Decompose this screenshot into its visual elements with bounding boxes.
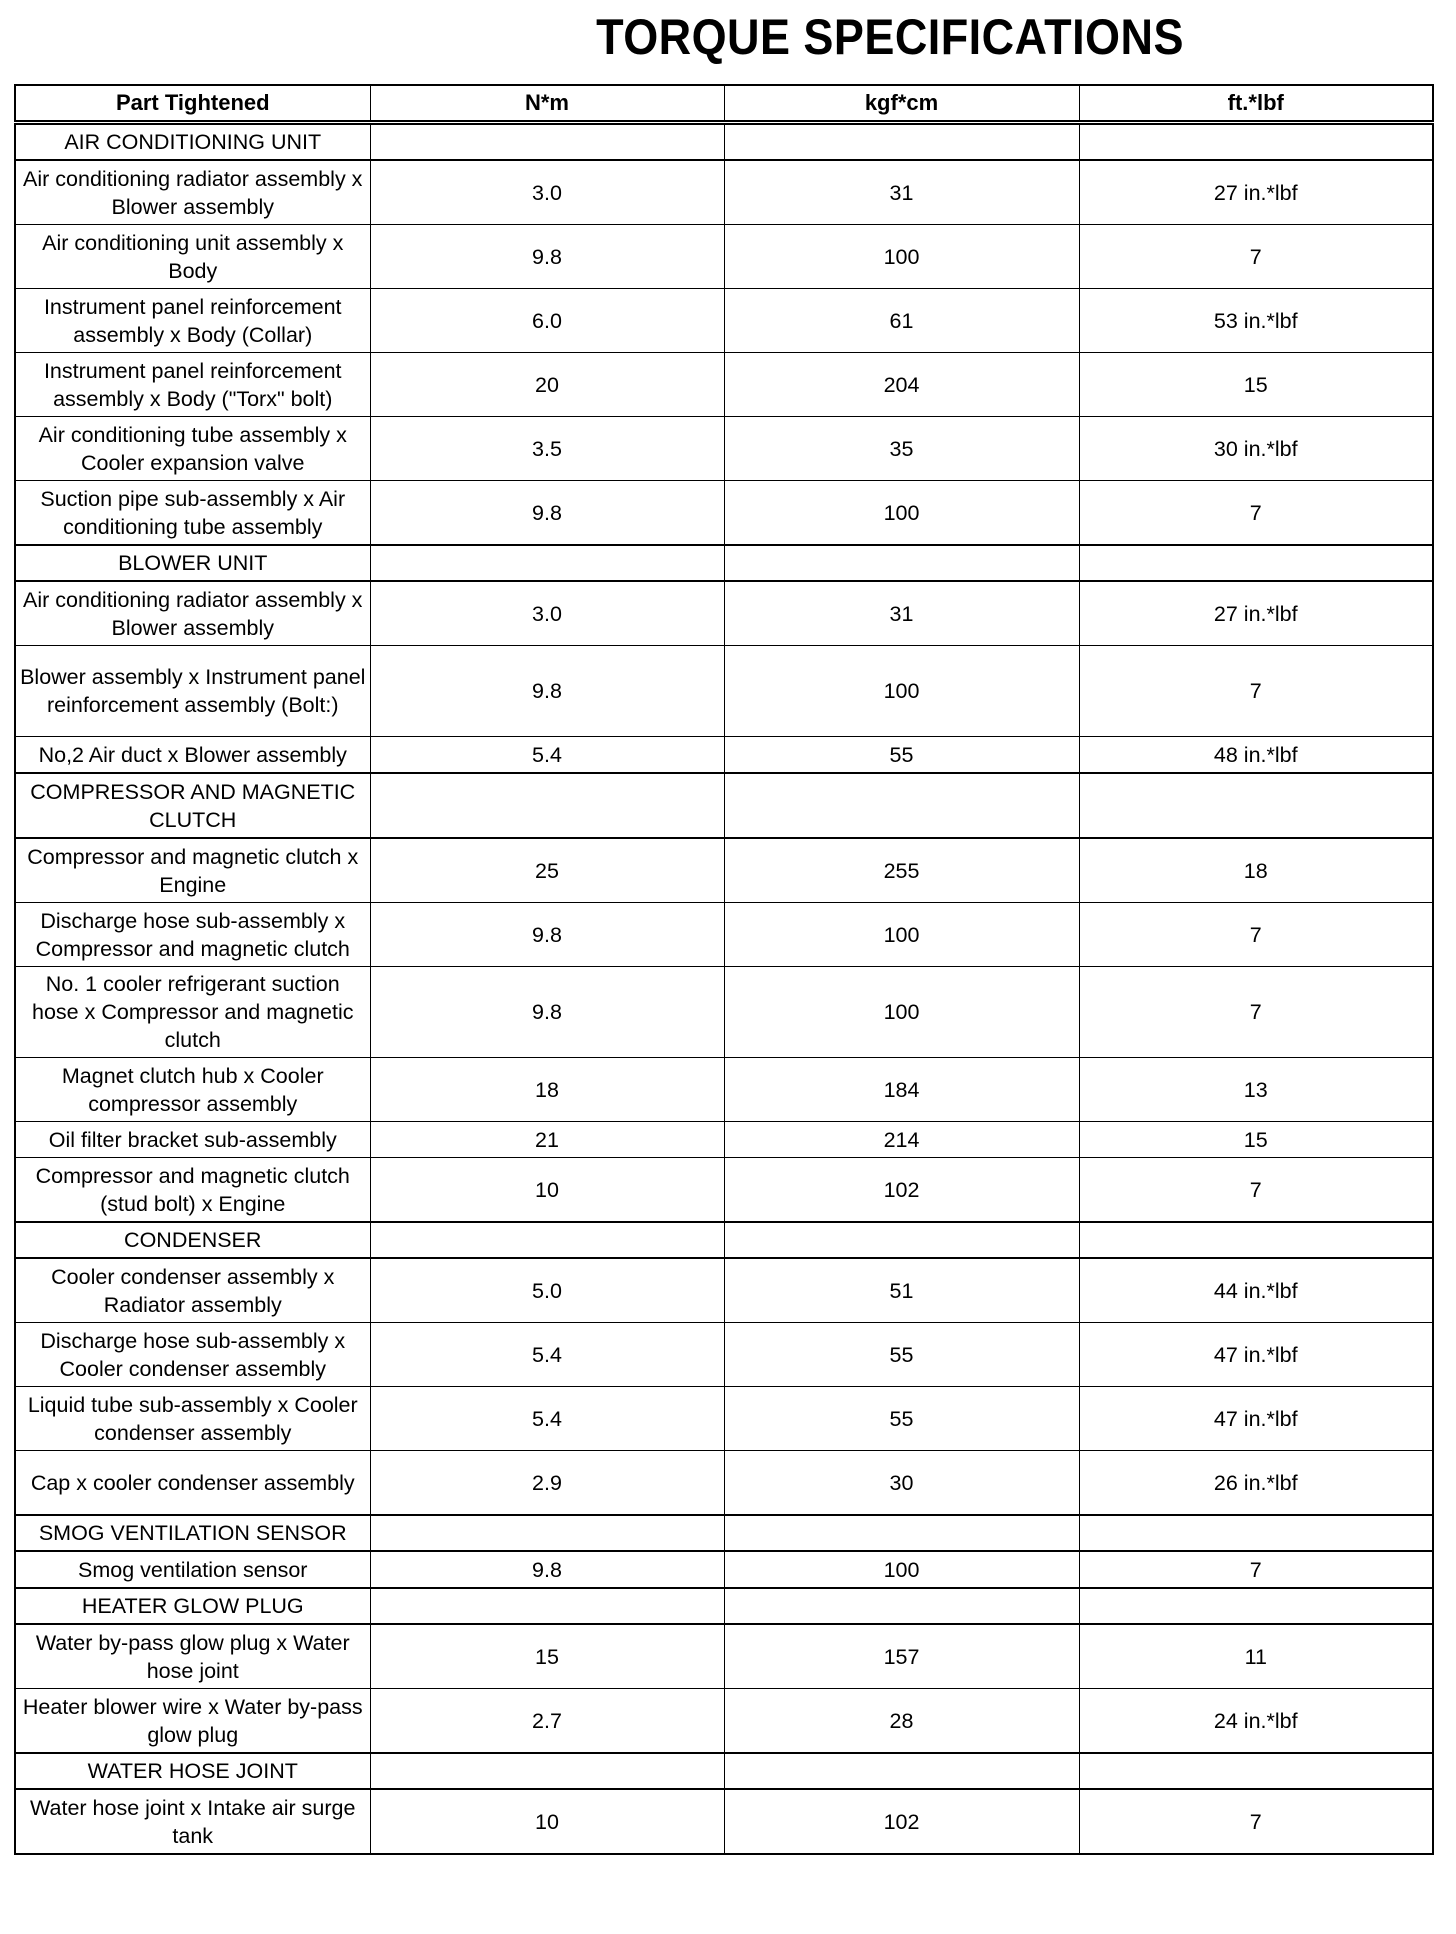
table-row (15, 417, 1433, 481)
part-tightened-cell: Oil filter bracket sub-assembly (15, 1122, 370, 1158)
table-row (15, 838, 1433, 903)
empty-cell (724, 1515, 1079, 1551)
kgf-cm-value-cell: 31 (724, 581, 1079, 646)
nm-value-cell: 3.0 (370, 581, 724, 646)
empty-cell (370, 1753, 724, 1789)
ft-lbf-value-cell: 15 (1079, 353, 1433, 417)
table-row (15, 1158, 1433, 1223)
column-header-ft-lbf: ft.*lbf (1079, 85, 1433, 123)
part-tightened-cell: Cooler condenser assembly x Radiator assembly (15, 1258, 370, 1323)
ft-lbf-value-cell: 11 (1079, 1624, 1433, 1689)
ft-lbf-value-cell: 47 in.*lbf (1079, 1387, 1433, 1451)
ft-lbf-value-cell: 7 (1079, 481, 1433, 546)
empty-cell (724, 1222, 1079, 1258)
nm-value-cell: 9.8 (370, 903, 724, 967)
table-row (15, 481, 1433, 546)
kgf-cm-value-cell: 30 (724, 1451, 1079, 1516)
column-header-kgf-cm: kgf*cm (724, 85, 1079, 123)
part-tightened-cell: Air conditioning radiator assembly x Blower assembly (15, 160, 370, 225)
kgf-cm-value-cell: 100 (724, 646, 1079, 737)
section-header-row (15, 1588, 1433, 1624)
nm-value-cell: 5.4 (370, 1387, 724, 1451)
nm-value-cell: 3.0 (370, 160, 724, 225)
kgf-cm-value-cell: 55 (724, 737, 1079, 774)
empty-cell (724, 1588, 1079, 1624)
part-tightened-cell: Compressor and magnetic clutch x Engine (15, 838, 370, 903)
nm-value-cell: 2.7 (370, 1689, 724, 1754)
column-header-part: Part Tightened (15, 85, 370, 123)
table-row (15, 1689, 1433, 1754)
part-tightened-cell: Instrument panel reinforcement assembly x Body (Collar) (15, 289, 370, 353)
section-header-row (15, 1515, 1433, 1551)
nm-value-cell: 9.8 (370, 481, 724, 546)
empty-cell (1079, 1588, 1433, 1624)
kgf-cm-value-cell: 184 (724, 1058, 1079, 1122)
section-title: AIR CONDITIONING UNIT (15, 123, 370, 161)
section-header-row (15, 545, 1433, 581)
table-row (15, 646, 1433, 737)
table-row (15, 1624, 1433, 1689)
nm-value-cell: 20 (370, 353, 724, 417)
ft-lbf-value-cell: 18 (1079, 838, 1433, 903)
ft-lbf-value-cell: 15 (1079, 1122, 1433, 1158)
table-row (15, 353, 1433, 417)
part-tightened-cell: Heater blower wire x Water by-pass glow plug (15, 1689, 370, 1754)
part-tightened-cell: Water hose joint x Intake air surge tank (15, 1789, 370, 1854)
kgf-cm-value-cell: 55 (724, 1387, 1079, 1451)
nm-value-cell: 5.0 (370, 1258, 724, 1323)
ft-lbf-value-cell: 7 (1079, 1158, 1433, 1223)
section-title: HEATER GLOW PLUG (15, 1588, 370, 1624)
kgf-cm-value-cell: 61 (724, 289, 1079, 353)
ft-lbf-value-cell: 24 in.*lbf (1079, 1689, 1433, 1754)
kgf-cm-value-cell: 100 (724, 225, 1079, 289)
ft-lbf-value-cell: 7 (1079, 1551, 1433, 1588)
ft-lbf-value-cell: 7 (1079, 1789, 1433, 1854)
ft-lbf-value-cell: 53 in.*lbf (1079, 289, 1433, 353)
ft-lbf-value-cell: 7 (1079, 225, 1433, 289)
kgf-cm-value-cell: 204 (724, 353, 1079, 417)
table-row (15, 160, 1433, 225)
table-row (15, 289, 1433, 353)
empty-cell (370, 123, 724, 161)
empty-cell (724, 123, 1079, 161)
kgf-cm-value-cell: 100 (724, 481, 1079, 546)
part-tightened-cell: Liquid tube sub-assembly x Cooler condenser assembly (15, 1387, 370, 1451)
ft-lbf-value-cell: 7 (1079, 646, 1433, 737)
nm-value-cell: 2.9 (370, 1451, 724, 1516)
nm-value-cell: 9.8 (370, 967, 724, 1058)
nm-value-cell: 5.4 (370, 1323, 724, 1387)
part-tightened-cell: Suction pipe sub-assembly x Air conditioning tube assembly (15, 481, 370, 546)
table-row (15, 1789, 1433, 1854)
ft-lbf-value-cell: 7 (1079, 903, 1433, 967)
nm-value-cell: 5.4 (370, 737, 724, 774)
section-title: BLOWER UNIT (15, 545, 370, 581)
part-tightened-cell: Cap x cooler condenser assembly (15, 1451, 370, 1516)
part-tightened-cell: Air conditioning tube assembly x Cooler expansion valve (15, 417, 370, 481)
table-body (15, 123, 1433, 1855)
ft-lbf-value-cell: 27 in.*lbf (1079, 160, 1433, 225)
table-header-row (15, 85, 1433, 123)
nm-value-cell: 15 (370, 1624, 724, 1689)
table-row (15, 1551, 1433, 1588)
section-header-row (15, 773, 1433, 838)
table-row (15, 737, 1433, 774)
section-header-row (15, 123, 1433, 161)
ft-lbf-value-cell: 13 (1079, 1058, 1433, 1122)
table-row (15, 1058, 1433, 1122)
empty-cell (724, 773, 1079, 838)
part-tightened-cell: Air conditioning radiator assembly x Blower assembly (15, 581, 370, 646)
page-title: TORQUE SPECIFICATIONS (596, 9, 1184, 65)
empty-cell (1079, 773, 1433, 838)
kgf-cm-value-cell: 31 (724, 160, 1079, 225)
table-row (15, 1387, 1433, 1451)
empty-cell (370, 1515, 724, 1551)
part-tightened-cell: Compressor and magnetic clutch (stud bolt) x Engine (15, 1158, 370, 1223)
kgf-cm-value-cell: 51 (724, 1258, 1079, 1323)
empty-cell (724, 1753, 1079, 1789)
table-row (15, 1451, 1433, 1516)
kgf-cm-value-cell: 102 (724, 1789, 1079, 1854)
empty-cell (1079, 545, 1433, 581)
part-tightened-cell: Magnet clutch hub x Cooler compressor assembly (15, 1058, 370, 1122)
section-header-row (15, 1753, 1433, 1789)
column-header-nm: N*m (370, 85, 724, 123)
nm-value-cell: 10 (370, 1158, 724, 1223)
nm-value-cell: 9.8 (370, 225, 724, 289)
kgf-cm-value-cell: 214 (724, 1122, 1079, 1158)
torque-spec-table (14, 84, 1434, 1855)
ft-lbf-value-cell: 30 in.*lbf (1079, 417, 1433, 481)
ft-lbf-value-cell: 27 in.*lbf (1079, 581, 1433, 646)
ft-lbf-value-cell: 47 in.*lbf (1079, 1323, 1433, 1387)
kgf-cm-value-cell: 100 (724, 903, 1079, 967)
empty-cell (1079, 1515, 1433, 1551)
table-row (15, 903, 1433, 967)
empty-cell (1079, 1753, 1433, 1789)
nm-value-cell: 10 (370, 1789, 724, 1854)
section-title: WATER HOSE JOINT (15, 1753, 370, 1789)
empty-cell (370, 1222, 724, 1258)
nm-value-cell: 9.8 (370, 1551, 724, 1588)
kgf-cm-value-cell: 28 (724, 1689, 1079, 1754)
ft-lbf-value-cell: 7 (1079, 967, 1433, 1058)
part-tightened-cell: Discharge hose sub-assembly x Cooler condenser assembly (15, 1323, 370, 1387)
kgf-cm-value-cell: 55 (724, 1323, 1079, 1387)
part-tightened-cell: Discharge hose sub-assembly x Compressor and magnetic clutch (15, 903, 370, 967)
kgf-cm-value-cell: 157 (724, 1624, 1079, 1689)
part-tightened-cell: No,2 Air duct x Blower assembly (15, 737, 370, 774)
part-tightened-cell: Instrument panel reinforcement assembly x Body ("Torx" bolt) (15, 353, 370, 417)
empty-cell (370, 545, 724, 581)
table-row (15, 1323, 1433, 1387)
nm-value-cell: 3.5 (370, 417, 724, 481)
nm-value-cell: 25 (370, 838, 724, 903)
ft-lbf-value-cell: 44 in.*lbf (1079, 1258, 1433, 1323)
table-row (15, 225, 1433, 289)
table-row (15, 1258, 1433, 1323)
table-row (15, 967, 1433, 1058)
empty-cell (1079, 123, 1433, 161)
section-title: COMPRESSOR AND MAGNETIC CLUTCH (15, 773, 370, 838)
kgf-cm-value-cell: 102 (724, 1158, 1079, 1223)
ft-lbf-value-cell: 26 in.*lbf (1079, 1451, 1433, 1516)
empty-cell (370, 773, 724, 838)
nm-value-cell: 21 (370, 1122, 724, 1158)
kgf-cm-value-cell: 255 (724, 838, 1079, 903)
table-row (15, 1122, 1433, 1158)
table-row (15, 581, 1433, 646)
kgf-cm-value-cell: 100 (724, 967, 1079, 1058)
part-tightened-cell: Air conditioning unit assembly x Body (15, 225, 370, 289)
nm-value-cell: 6.0 (370, 289, 724, 353)
nm-value-cell: 18 (370, 1058, 724, 1122)
kgf-cm-value-cell: 35 (724, 417, 1079, 481)
kgf-cm-value-cell: 100 (724, 1551, 1079, 1588)
part-tightened-cell: Smog ventilation sensor (15, 1551, 370, 1588)
empty-cell (370, 1588, 724, 1624)
empty-cell (1079, 1222, 1433, 1258)
part-tightened-cell: Water by-pass glow plug x Water hose joint (15, 1624, 370, 1689)
part-tightened-cell: Blower assembly x Instrument panel reinforcement assembly (Bolt:) (15, 646, 370, 737)
empty-cell (724, 545, 1079, 581)
section-title: CONDENSER (15, 1222, 370, 1258)
ft-lbf-value-cell: 48 in.*lbf (1079, 737, 1433, 774)
section-title: SMOG VENTILATION SENSOR (15, 1515, 370, 1551)
section-header-row (15, 1222, 1433, 1258)
part-tightened-cell: No. 1 cooler refrigerant suction hose x Compressor and magnetic clutch (15, 967, 370, 1058)
nm-value-cell: 9.8 (370, 646, 724, 737)
